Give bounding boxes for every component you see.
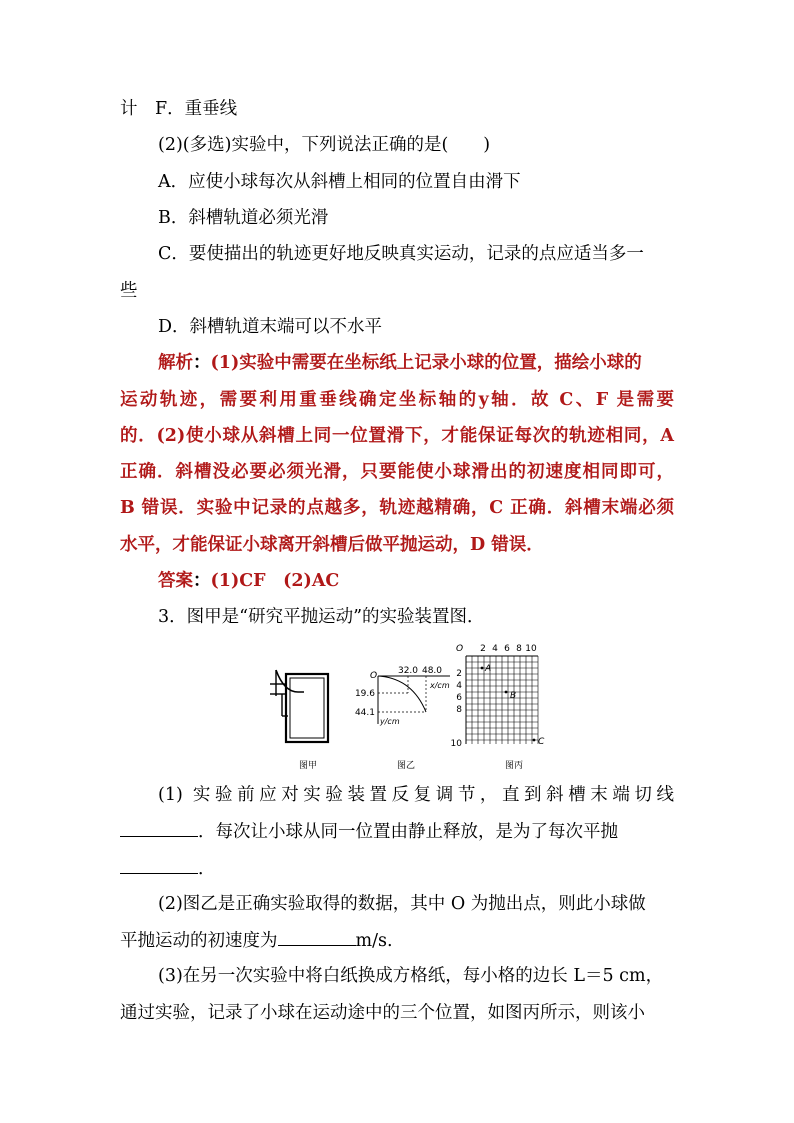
q3-part3-line1: (3)在另一次实验中将白纸换成方格纸，每小格的边长 L＝5 cm， xyxy=(158,966,664,986)
question-2-stem: (2)(多选)实验中，下列说法正确的是( ) xyxy=(158,135,491,155)
analysis-line-2: 运动轨迹，需要利用重垂线确定坐标轴的y轴．故 C、F 是需要 xyxy=(120,390,674,410)
figure-group xyxy=(262,636,562,776)
bing-x-tick-6: 6 xyxy=(504,644,510,654)
analysis-label: 解析 xyxy=(158,353,193,373)
yi-y-tick-1: 19.6 xyxy=(354,689,375,699)
option-c: C．要使描出的轨迹更好地反映真实运动，记录的点应适当多一 xyxy=(158,244,644,264)
bing-point-b xyxy=(505,691,508,694)
figure-yi-graph xyxy=(355,666,450,726)
yi-x-label: x/cm xyxy=(430,681,450,690)
yi-y-label: y/cm xyxy=(380,717,400,726)
bing-y-tick-8: 8 xyxy=(456,705,462,715)
q3-part2-line2-text: 平抛运动的初速度为 xyxy=(120,931,278,951)
q3-part1-line3 xyxy=(120,857,216,880)
analysis-line-6: 水平，才能保证小球离开斜槽后做平抛运动，D 错误． xyxy=(120,535,544,555)
yi-x-tick-1: 32.0 xyxy=(397,666,419,676)
bing-origin-label: O xyxy=(456,644,464,654)
analysis-line-5: B 错误．实验中记录的点越多，轨迹越精确，C 正确．斜槽末端必须 xyxy=(120,498,674,518)
figure-bing-grid xyxy=(466,656,538,744)
yi-origin-label: O xyxy=(370,671,378,681)
answer-blank-2[interactable] xyxy=(120,857,198,874)
bing-label-a: A xyxy=(485,664,492,674)
question-3-intro: 3．图甲是“研究平抛运动”的实验装置图． xyxy=(158,607,485,627)
caption-yi: 图乙 xyxy=(396,761,416,771)
figures-svg xyxy=(262,636,562,776)
bing-x-tick-8: 8 xyxy=(516,644,522,654)
answer-label: 答案 xyxy=(158,571,193,591)
bing-point-a xyxy=(481,667,484,670)
q3-part2-line2 xyxy=(120,929,393,952)
bing-x-tick-10: 10 xyxy=(525,644,537,654)
analysis-text-1: (1)实验中需要在坐标纸上记录小球的位置，描绘小球的 xyxy=(210,353,642,373)
bing-x-tick-4: 4 xyxy=(492,644,498,654)
q3-part1-line1: (1) 实验前应对实验装置反复调节，直到斜槽末端切线 xyxy=(158,785,674,805)
answer-blank-3[interactable] xyxy=(278,929,356,946)
option-f-line: 计 F．重垂线 xyxy=(120,99,238,119)
option-c-continued: 些 xyxy=(120,281,138,301)
bing-label-c: C xyxy=(538,737,545,747)
bing-point-c xyxy=(533,739,536,742)
board-frame xyxy=(286,674,328,742)
q3-part2-unit: m/s. xyxy=(355,931,393,951)
caption-jia: 图甲 xyxy=(298,761,318,771)
board-inner xyxy=(290,678,324,738)
yi-y-tick-2: 44.1 xyxy=(354,708,375,718)
yi-trajectory xyxy=(378,676,426,712)
bing-label-b: B xyxy=(510,691,517,701)
analysis-line-1 xyxy=(158,352,642,374)
q3-part2-line1: (2)图乙是正确实验取得的数据，其中 O 为抛出点，则此小球做 xyxy=(158,894,646,914)
yi-x-tick-2: 48.0 xyxy=(421,666,443,676)
bing-y-tick-2: 2 xyxy=(456,669,462,679)
bing-y-tick-6: 6 xyxy=(456,693,462,703)
option-a: A．应使小球每次从斜槽上相同的位置自由滑下 xyxy=(158,172,521,192)
option-b: B．斜槽轨道必须光滑 xyxy=(158,208,329,228)
figure-jia-apparatus xyxy=(270,670,328,742)
q3-part3-line2: 通过实验，记录了小球在运动途中的三个位置，如图丙所示，则该小 xyxy=(120,1003,645,1023)
bing-y-tick-4: 4 xyxy=(456,681,462,691)
bing-y-tick-10: 10 xyxy=(450,739,462,749)
q3-part1-line2-text: ．每次让小球从同一位置由静止释放，是为了每次平抛 xyxy=(198,822,618,842)
analysis-line-3: 的．(2)使小球从斜槽上同一位置滑下，才能保证每次的轨迹相同，A xyxy=(120,426,674,446)
answer-text: (1)CF (2)AC xyxy=(210,571,340,591)
analysis-colon: ： xyxy=(193,353,211,373)
answer-colon: ： xyxy=(193,571,211,591)
bing-x-tick-2: 2 xyxy=(480,644,486,654)
q3-part1-line2 xyxy=(120,820,618,843)
caption-bing: 图丙 xyxy=(504,761,524,771)
option-d: D．斜槽轨道末端可以不水平 xyxy=(158,317,383,337)
q3-part1-line3-text: ． xyxy=(198,859,216,879)
analysis-line-4: 正确．斜槽没必要必须光滑，只要能使小球滑出的初速度相同即可， xyxy=(120,462,674,482)
answer-blank-1[interactable] xyxy=(120,820,198,837)
answer-line xyxy=(158,570,339,592)
